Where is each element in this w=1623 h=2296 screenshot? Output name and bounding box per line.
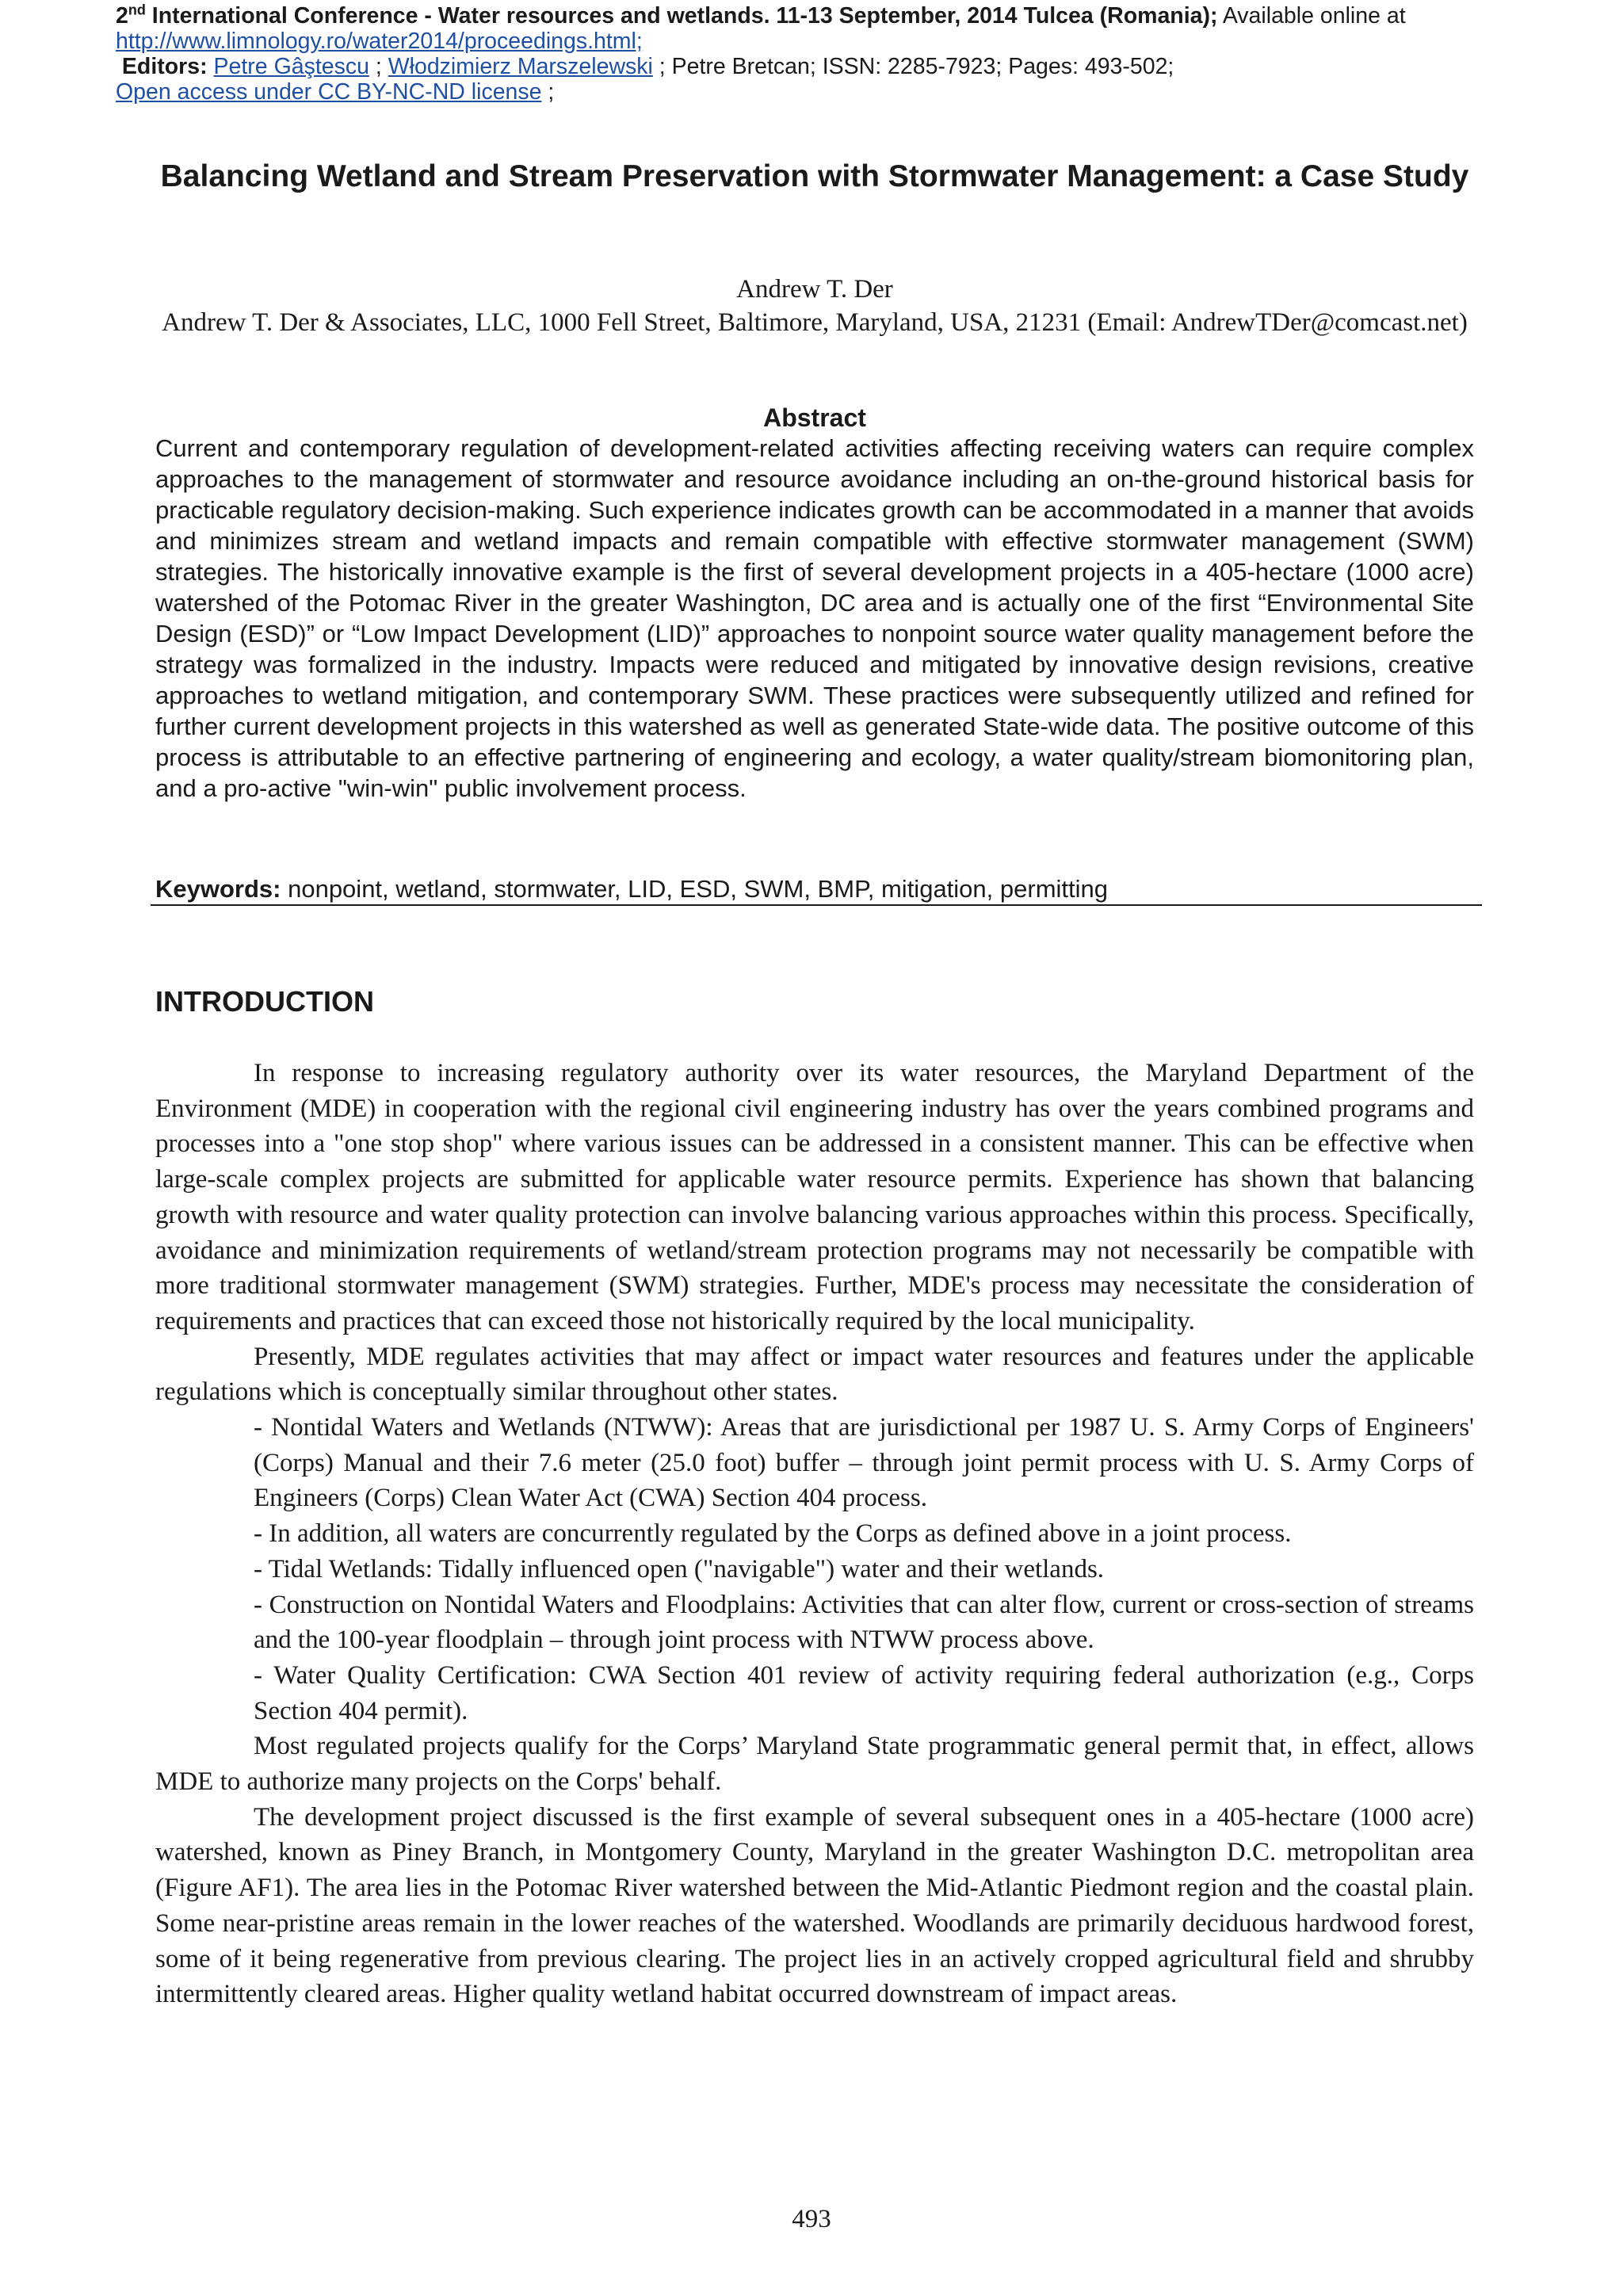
keywords-divider — [151, 904, 1482, 906]
header-line-1 — [116, 3, 1534, 29]
proceedings-link[interactable]: http://www.limnology.ro/water2014/proceedings.html; — [116, 29, 643, 54]
keywords-line — [155, 873, 1474, 905]
abstract-text: Current and contemporary regulation of development-related activities affecting receiving waters can require complex approaches to the management of stormwater and resource avoidance including an on-the-ground historical basis for practicable regulatory decision-making. Such experience indicates growth can be accommodated in a manner that avoids and minimizes stream and wetland impacts and remain compatible with effective stormwater management (SWM) strategies. The historically innovative example is the first of several development projects in a 405-hectare (1000 acre) watershed of the Potomac River in the greater Washington, DC area and is actually one of the first “Environmental Site Design (ESD)” or “Low Impact Development (LID)” approaches to nonpoint source water quality management before the strategy was formalized in the industry. Impacts were reduced and mitigated by innovative design revisions, creative approaches to wetland mitigation, and contemporary SWM. These practices were subsequently utilized and refined for further current development projects in this watershed as well as generated State-wide data. The positive outcome of this process is attributable to an effective partnering of engineering and ecology, a water quality/stream biomonitoring plan, and a pro-active "win-win" public involvement process. — [155, 434, 1474, 802]
abstract-heading: Abstract — [763, 403, 866, 432]
license-link[interactable]: Open access under CC BY-NC-ND license — [116, 79, 542, 105]
regulation-item-ntww: - Nontidal Waters and Wetlands (NTWW): Areas that are jurisdictional per 1987 U. S. Army Corps of Engineers' (Corps) Manual and their 7.6 meter (25.0 foot) buffer – through joint permit process with U. S. Army Corps of Engineers (Corps) Clean Water Act (CWA) Section 404 process. — [254, 1413, 1474, 1513]
intro-paragraph-3: Most regulated projects qualify for the Corps’ Maryland State programmatic general permit that, in effect, allows MDE to authorize many projects on the Corps' behalf. — [155, 1732, 1474, 1797]
conference-header — [116, 3, 1534, 105]
issn-pages: ; Petre Bretcan; ISSN: 2285-7923; Pages: 493-502; — [652, 54, 1174, 79]
conference-name: International Conference - Water resources and wetlands. 11-13 September, 2014 Tulcea (Romania); — [145, 3, 1218, 29]
edition-number: 2 — [116, 3, 128, 29]
header-line-2 — [116, 29, 1534, 54]
page-number: 493 — [792, 2205, 831, 2233]
intro-paragraph-2: Presently, MDE regulates activities that may affect or impact water resources and features under the applicable regulations which is conceptually similar throughout other states. — [155, 1342, 1474, 1407]
regulation-item-floodplains: - Construction on Nontidal Waters and Floodplains: Activities that can alter flow, current or cross-section of streams and the 100-year floodplain – through joint process with NTWW process above. — [254, 1590, 1474, 1655]
availability-text: Available online at — [1217, 3, 1406, 29]
introduction-body — [155, 1056, 1474, 2012]
introduction-heading: INTRODUCTION — [155, 985, 374, 1018]
regulation-item-corps: - In addition, all waters are concurrently regulated by the Corps as defined above in a joint process. — [254, 1519, 1292, 1549]
intro-paragraph-4: The development project discussed is the first example of several subsequent ones in a 405-hectare (1000 acre) watershed, known as Piney Branch, in Montgomery County, Maryland in the greater Washington D.C. metropolitan area (Figure AF1). The area lies in the Potomac River watershed between the Mid-Atlantic Piedmont region and the coastal plain. Some near-pristine areas remain in the lower reaches of the watershed. Woodlands are primarily deciduous hardwood forest, some of it being regenerative from previous clearing. The project lies in an actively cropped agricultural field and shrubby intermittently cleared areas. Higher quality wetland habitat occurred downstream of impact areas. — [155, 1802, 1474, 2009]
paper-title: Balancing Wetland and Stream Preservation with Stormwater Management: a Case Study — [160, 159, 1469, 193]
keywords-text: nonpoint, wetland, stormwater, LID, ESD, SWM, BMP, mitigation, permitting — [281, 875, 1108, 903]
editor-link-marszelewski[interactable]: Włodzimierz Marszelewski — [388, 54, 653, 79]
keywords-label: Keywords: — [155, 875, 281, 903]
author-affiliation: Andrew T. Der & Associates, LLC, 1000 Fell Street, Baltimore, Maryland, USA, 21231 (Email: AndrewTDer@comcast.net) — [162, 308, 1468, 337]
editor-link-gastescu[interactable]: Petre Gâştescu — [213, 54, 369, 79]
header-line-4 — [116, 79, 1534, 105]
license-tail: ; — [541, 79, 555, 105]
header-line-3: Editors: Petre Gâştescu ; Włodzimierz Marszelewski ; Petre Bretcan; ISSN: 2285-7923; Pages: 493-502; — [121, 54, 1174, 79]
author-block — [155, 273, 1474, 339]
regulation-item-tidal: - Tidal Wetlands: Tidally influenced open ("navigable") water and their wetlands. — [254, 1554, 1105, 1584]
intro-paragraph-1: In response to increasing regulatory authority over its water resources, the Maryland Department of the Environment (MDE) in cooperation with the regional civil engineering industry has over the years combined programs and processes into a "one stop shop" where various issues can be addressed in a consistent manner. This can be effective when large-scale complex projects are submitted for applicable water resource permits. Experience has shown that balancing growth with resource and water quality protection can involve balancing various approaches within this process. Specifically, avoidance and minimization requirements of wetland/stream protection programs may not necessarily be compatible with more traditional stormwater management (SWM) strategies. Further, MDE's process may necessitate the consideration of requirements and practices that can exceed those not historically required by the local municipality. — [155, 1059, 1474, 1335]
edition-suffix: nd — [128, 2, 146, 18]
author-name: Andrew T. Der — [736, 275, 893, 304]
regulation-item-water-quality: - Water Quality Certification: CWA Section 401 review of activity requiring federal authorization (e.g., Corps Section 404 permit). — [254, 1660, 1474, 1725]
editors-label: Editors — [121, 54, 200, 79]
